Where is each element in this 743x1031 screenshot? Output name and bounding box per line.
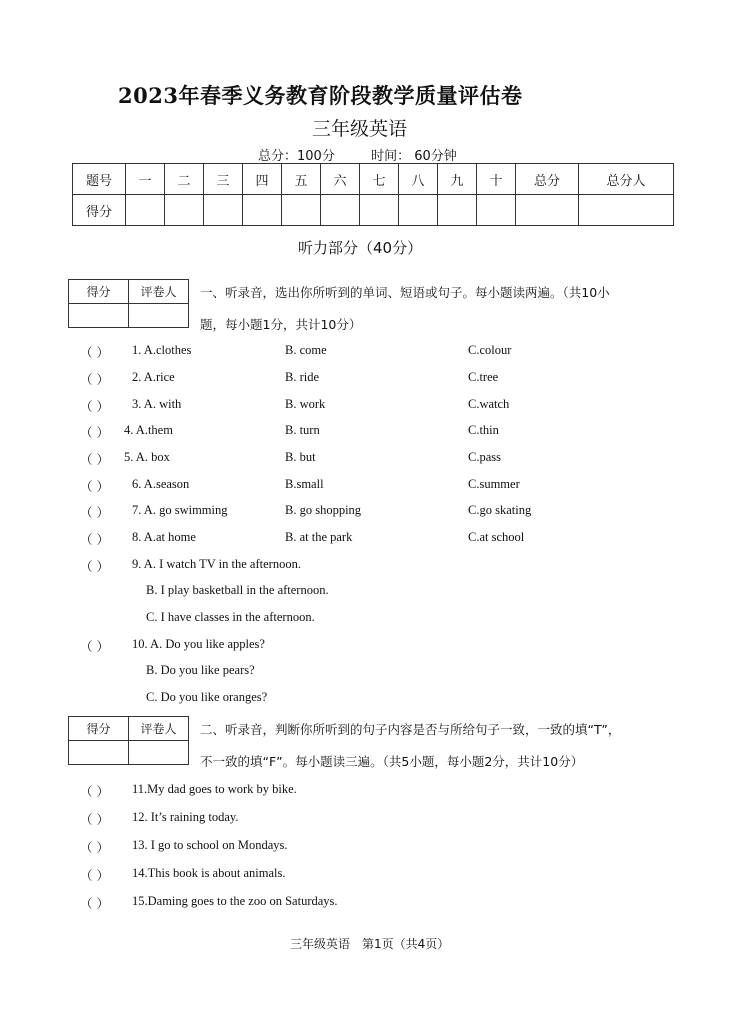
score-cell: 二 (165, 164, 204, 195)
page-footer: 三年级英语 第1页（共4页） (290, 937, 450, 951)
score-cell: 得分 (73, 195, 126, 226)
score-table-score-row (73, 195, 674, 226)
exam-meta (258, 145, 457, 164)
question-option-c: C.tree (468, 370, 499, 384)
score-input-cell[interactable] (579, 195, 674, 226)
judgement-sentence: 13. I go to school on Mondays. (132, 838, 288, 852)
score-cell: 总分 (516, 164, 579, 195)
answer-blank[interactable]: （ ） (80, 532, 109, 547)
question-option-c: C.watch (468, 397, 510, 411)
score-cell: 十 (477, 164, 516, 195)
question-option-b: B. work (285, 397, 326, 411)
score-cell: 题号 (73, 164, 126, 195)
question-option-a: 9. A. I watch TV in the afternoon. (132, 557, 301, 571)
score-input-cell[interactable] (282, 195, 321, 226)
grader-reviewer-input[interactable] (129, 741, 189, 765)
score-input-cell[interactable] (438, 195, 477, 226)
answer-blank[interactable]: （ ） (80, 812, 109, 827)
question-option-c: C.thin (468, 423, 499, 437)
question-option-b: B. but (285, 450, 316, 464)
answer-blank[interactable]: （ ） (80, 840, 109, 855)
exam-title: 2023年春季义务教育阶段教学质量评估卷 (118, 83, 523, 108)
part1-instruction-line1: 一、听录音，选出你所听到的单词、短语或句子。每小题读两遍。（共10小 (200, 285, 610, 300)
part1-instruction-line2: 题，每小题1分，共计10分） (200, 317, 362, 332)
answer-blank[interactable]: （ ） (80, 452, 109, 467)
exam-time: 时间： 60分钟 (371, 149, 457, 164)
answer-blank[interactable]: （ ） (80, 559, 109, 574)
question-option-c: C.summer (468, 477, 520, 491)
question-option-c: C.at school (468, 530, 525, 544)
score-input-cell[interactable] (243, 195, 282, 226)
listening-heading: 听力部分（40分） (298, 239, 423, 257)
judgement-sentence: 12. It’s raining today. (132, 810, 239, 824)
question-option-a: 2. A.rice (132, 370, 175, 384)
score-cell: 六 (321, 164, 360, 195)
question-option-c: C.colour (468, 343, 512, 357)
score-cell: 八 (399, 164, 438, 195)
question-option-a: 1. A.clothes (132, 343, 192, 357)
question-option-a: 8. A.at home (132, 530, 196, 544)
grader-score-input[interactable] (69, 304, 129, 328)
score-table (72, 163, 674, 226)
answer-blank[interactable]: （ ） (80, 868, 109, 883)
question-option-c: C. I have classes in the afternoon. (146, 610, 315, 624)
question-option-b: B. at the park (285, 530, 353, 544)
grader-reviewer-input[interactable] (129, 304, 189, 328)
question-option-b: B. come (285, 343, 327, 357)
score-table-header-row (73, 164, 674, 195)
score-cell: 四 (243, 164, 282, 195)
grader-reviewer-label: 评卷人 (129, 280, 189, 304)
answer-blank[interactable]: （ ） (80, 479, 109, 494)
score-input-cell[interactable] (165, 195, 204, 226)
grader-score-label: 得分 (69, 280, 129, 304)
judgement-sentence: 11.My dad goes to work by bike. (132, 782, 297, 796)
question-option-a: 4. A.them (124, 423, 173, 437)
question-option-b: B.small (285, 477, 324, 491)
score-cell: 七 (360, 164, 399, 195)
answer-blank[interactable]: （ ） (80, 345, 109, 360)
grader-box-part2 (68, 716, 189, 765)
question-option-a: 10. A. Do you like apples? (132, 637, 265, 651)
answer-blank[interactable]: （ ） (80, 399, 109, 414)
grader-reviewer-label: 评卷人 (129, 717, 189, 741)
question-option-a: 5. A. box (124, 450, 170, 464)
grader-box-part1 (68, 279, 189, 328)
question-option-a: 6. A.season (132, 477, 190, 491)
score-input-cell[interactable] (477, 195, 516, 226)
grader-score-label: 得分 (69, 717, 129, 741)
question-option-b: B. go shopping (285, 503, 362, 517)
answer-blank[interactable]: （ ） (80, 372, 109, 387)
question-option-a: 3. A. with (132, 397, 182, 411)
score-input-cell[interactable] (516, 195, 579, 226)
score-cell: 五 (282, 164, 321, 195)
score-input-cell[interactable] (360, 195, 399, 226)
question-option-b: B. ride (285, 370, 320, 384)
question-option-c: C.go skating (468, 503, 532, 517)
question-option-b: B. turn (285, 423, 320, 437)
question-option-b: B. Do you like pears? (146, 663, 255, 677)
score-cell: 九 (438, 164, 477, 195)
answer-blank[interactable]: （ ） (80, 505, 109, 520)
score-cell: 一 (126, 164, 165, 195)
question-option-c: C. Do you like oranges? (146, 690, 268, 704)
answer-blank[interactable]: （ ） (80, 425, 109, 440)
grader-score-input[interactable] (69, 741, 129, 765)
question-option-c: C.pass (468, 450, 501, 464)
score-input-cell[interactable] (204, 195, 243, 226)
score-cell: 三 (204, 164, 243, 195)
score-cell: 总分人 (579, 164, 674, 195)
answer-blank[interactable]: （ ） (80, 896, 109, 911)
judgement-sentence: 14.This book is about animals. (132, 866, 286, 880)
score-input-cell[interactable] (126, 195, 165, 226)
answer-blank[interactable]: （ ） (80, 639, 109, 654)
answer-blank[interactable]: （ ） (80, 784, 109, 799)
exam-subtitle: 三年级英语 (312, 118, 408, 140)
question-option-a: 7. A. go swimming (132, 503, 228, 517)
total-score: 总分：100分 (258, 149, 335, 164)
score-input-cell[interactable] (399, 195, 438, 226)
question-option-b: B. I play basketball in the afternoon. (146, 583, 329, 597)
part2-instruction-line1: 二、听录音，判断你所听到的句子内容是否与所给句子一致，一致的填“T”， (200, 722, 621, 737)
judgement-sentence: 15.Daming goes to the zoo on Saturdays. (132, 894, 338, 908)
score-input-cell[interactable] (321, 195, 360, 226)
part2-instruction-line2: 不一致的填“F”。每小题读三遍。（共5小题，每小题2分，共计10分） (200, 754, 584, 769)
